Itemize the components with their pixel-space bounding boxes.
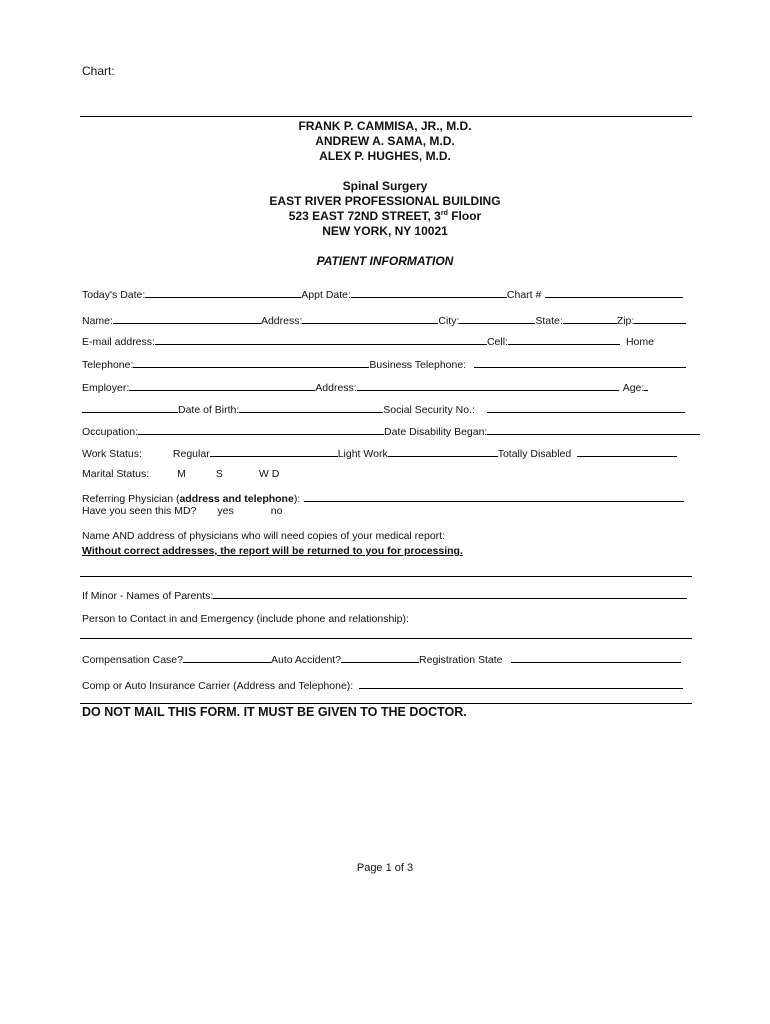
address-field[interactable] (302, 312, 438, 324)
row-work-status (82, 445, 677, 460)
appt-date-label: Appt Date: (301, 289, 351, 301)
name-label: Name: (82, 315, 113, 327)
city-field[interactable] (459, 312, 535, 324)
seen-md-no-option[interactable]: no (270, 505, 283, 517)
state-field[interactable] (563, 312, 617, 324)
registration-state-label: Registration State (419, 654, 503, 666)
regular-label: Regular (172, 448, 210, 460)
totally-disabled-field[interactable] (577, 445, 677, 457)
referring-label-post: ): (293, 493, 301, 505)
regular-field[interactable] (210, 445, 338, 457)
marital-status-label: Marital Status: (82, 468, 150, 480)
compensation-case-field[interactable] (183, 651, 271, 663)
doctor-name-1: FRANK P. CAMMISA, JR., M.D. (298, 119, 472, 133)
copies-note: Name AND address of physicians who will need copies of your medical report: (82, 530, 446, 542)
registration-state-field[interactable] (511, 651, 681, 663)
zip-label: Zip: (616, 315, 635, 327)
seen-md-label: Have you seen this MD? (82, 505, 197, 517)
ssn-label: Social Security No.: (383, 404, 475, 416)
row-dob (82, 401, 685, 416)
appt-date-field[interactable] (351, 286, 507, 298)
totally-disabled-label: Totally Disabled (497, 448, 572, 460)
practice-specialty: Spinal Surgery (342, 179, 428, 193)
auto-accident-label: Auto Accident? (270, 654, 342, 666)
emergency-contact-field[interactable] (80, 638, 692, 639)
row-referring (82, 490, 684, 505)
copies-warning: Without correct addresses, the report will be returned to you for processing. (82, 545, 463, 557)
employer-address-label: Address: (315, 382, 357, 394)
business-telephone-label: Business Telephone: (369, 359, 467, 371)
mail-notice: DO NOT MAIL THIS FORM. IT MUST BE GIVEN TO THE DOCTOR. (82, 705, 467, 719)
age-field[interactable] (644, 379, 648, 391)
employer-field[interactable] (129, 379, 315, 391)
employer-label: Employer: (82, 382, 130, 394)
marital-m-option[interactable]: M (177, 468, 186, 480)
email-label: E-mail address: (82, 336, 155, 348)
marital-wd-option[interactable]: W D (258, 468, 280, 480)
insurance-line[interactable] (80, 703, 692, 704)
row-marital (82, 468, 279, 480)
dob-label: Date of Birth: (178, 404, 240, 416)
ssn-field[interactable] (487, 401, 685, 413)
row-email (82, 333, 654, 348)
dob-field[interactable] (239, 401, 383, 413)
insurance-carrier-field[interactable] (359, 677, 683, 689)
row-telephone (82, 356, 686, 371)
todays-date-label: Today's Date: (82, 289, 146, 301)
header-rule (80, 116, 692, 117)
referring-label-pre: Referring Physician ( (82, 493, 180, 505)
copies-line[interactable] (80, 576, 692, 577)
home-label: Home (625, 336, 654, 348)
chart-number-field[interactable] (545, 286, 683, 298)
row-minor-parents (82, 587, 687, 602)
todays-date-field[interactable] (145, 286, 301, 298)
practice-building: EAST RIVER PROFESSIONAL BUILDING (269, 194, 501, 208)
row-occupation (82, 423, 700, 438)
chart-number-label: Chart # (506, 289, 542, 301)
telephone-label: Telephone: (82, 359, 134, 371)
name-field[interactable] (113, 312, 261, 324)
business-telephone-field[interactable] (474, 356, 686, 368)
row-insurance (82, 677, 683, 692)
doctor-name-2: ANDREW A. SAMA, M.D. (315, 134, 455, 148)
occupation-label: Occupation: (82, 426, 139, 438)
compensation-case-label: Compensation Case? (82, 654, 183, 666)
telephone-field[interactable] (133, 356, 369, 368)
minor-parents-field[interactable] (213, 587, 687, 599)
emergency-contact-label: Person to Contact in and Emergency (include phone and relationship): (82, 613, 409, 625)
work-status-label: Work Status: (82, 448, 142, 460)
dob-prefix-field[interactable] (82, 401, 178, 413)
disability-began-field[interactable] (487, 423, 700, 435)
light-work-field[interactable] (388, 445, 498, 457)
row-name (82, 312, 686, 327)
address-label: Address: (260, 315, 303, 327)
disability-began-label: Date Disability Began: (384, 426, 488, 438)
referring-physician-field[interactable] (304, 490, 684, 502)
minor-parents-label: If Minor - Names of Parents: (82, 590, 214, 602)
zip-field[interactable] (634, 312, 686, 324)
employer-address-field[interactable] (357, 379, 619, 391)
row-compensation (82, 651, 681, 666)
auto-accident-field[interactable] (341, 651, 419, 663)
cell-field[interactable] (508, 333, 620, 345)
row-dates (82, 286, 683, 301)
practice-street: 523 EAST 72ND STREET, 3rd Floor (288, 209, 482, 223)
light-work-label: Light Work (337, 448, 388, 460)
email-field[interactable] (155, 333, 487, 345)
page-number: Page 1 of 3 (356, 862, 414, 874)
row-employer (82, 379, 648, 394)
section-title: PATIENT INFORMATION (316, 254, 454, 268)
city-label: City: (438, 315, 460, 327)
cell-label: Cell: (486, 336, 508, 348)
state-label: State: (535, 315, 563, 327)
seen-md-yes-option[interactable]: yes (217, 505, 234, 517)
practice-city: NEW YORK, NY 10021 (322, 224, 448, 238)
row-seen-md (82, 505, 282, 517)
occupation-field[interactable] (138, 423, 384, 435)
insurance-carrier-label: Comp or Auto Insurance Carrier (Address and Telephone): (82, 680, 354, 692)
marital-s-option[interactable]: S (215, 468, 223, 480)
referring-label-bold: address and telephone (179, 493, 294, 505)
age-label: Age: (622, 382, 645, 394)
doctor-name-3: ALEX P. HUGHES, M.D. (319, 149, 451, 163)
chart-label: Chart: (82, 64, 115, 78)
